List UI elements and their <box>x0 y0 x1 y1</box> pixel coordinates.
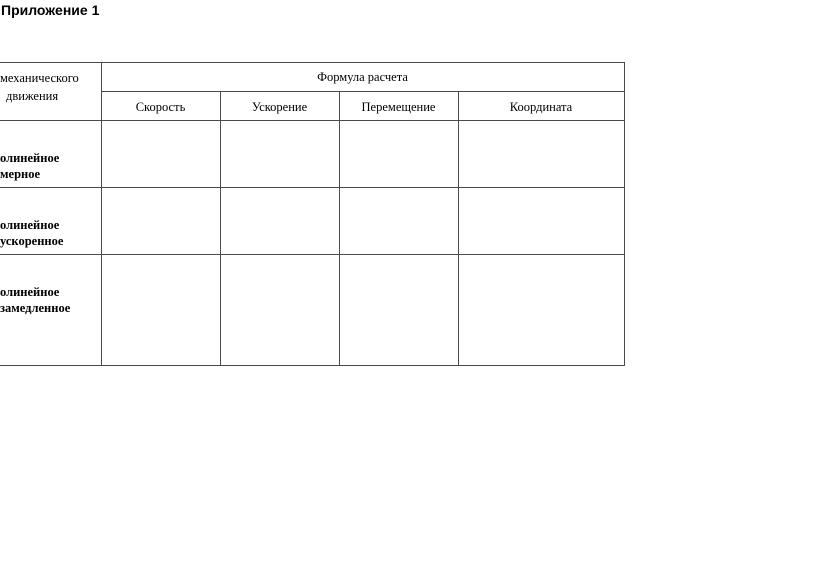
row-header-line-2: движения <box>6 89 59 103</box>
formula-group-header: Формула расчета <box>317 70 408 84</box>
row-label-decelerated-line-2: замедленное <box>0 301 71 315</box>
column-header-acceleration: Ускорение <box>251 100 308 114</box>
column-header-speed: Скорость <box>135 100 186 114</box>
row-label-decelerated-line-1: олинейное <box>0 285 60 299</box>
row-label-accelerated-line-1: олинейное <box>0 218 60 232</box>
column-header-displacement: Перемещение <box>361 100 436 114</box>
row-label-uniform-line-2: мерное <box>0 167 41 181</box>
column-header-coordinate: Координата <box>509 100 573 114</box>
row-label-uniform-line-1: олинейное <box>0 151 60 165</box>
row-header-line-1: механического <box>0 71 79 85</box>
page-heading: Приложение 1 <box>1 2 100 18</box>
row-label-accelerated-line-2: ускоренное <box>0 234 64 248</box>
